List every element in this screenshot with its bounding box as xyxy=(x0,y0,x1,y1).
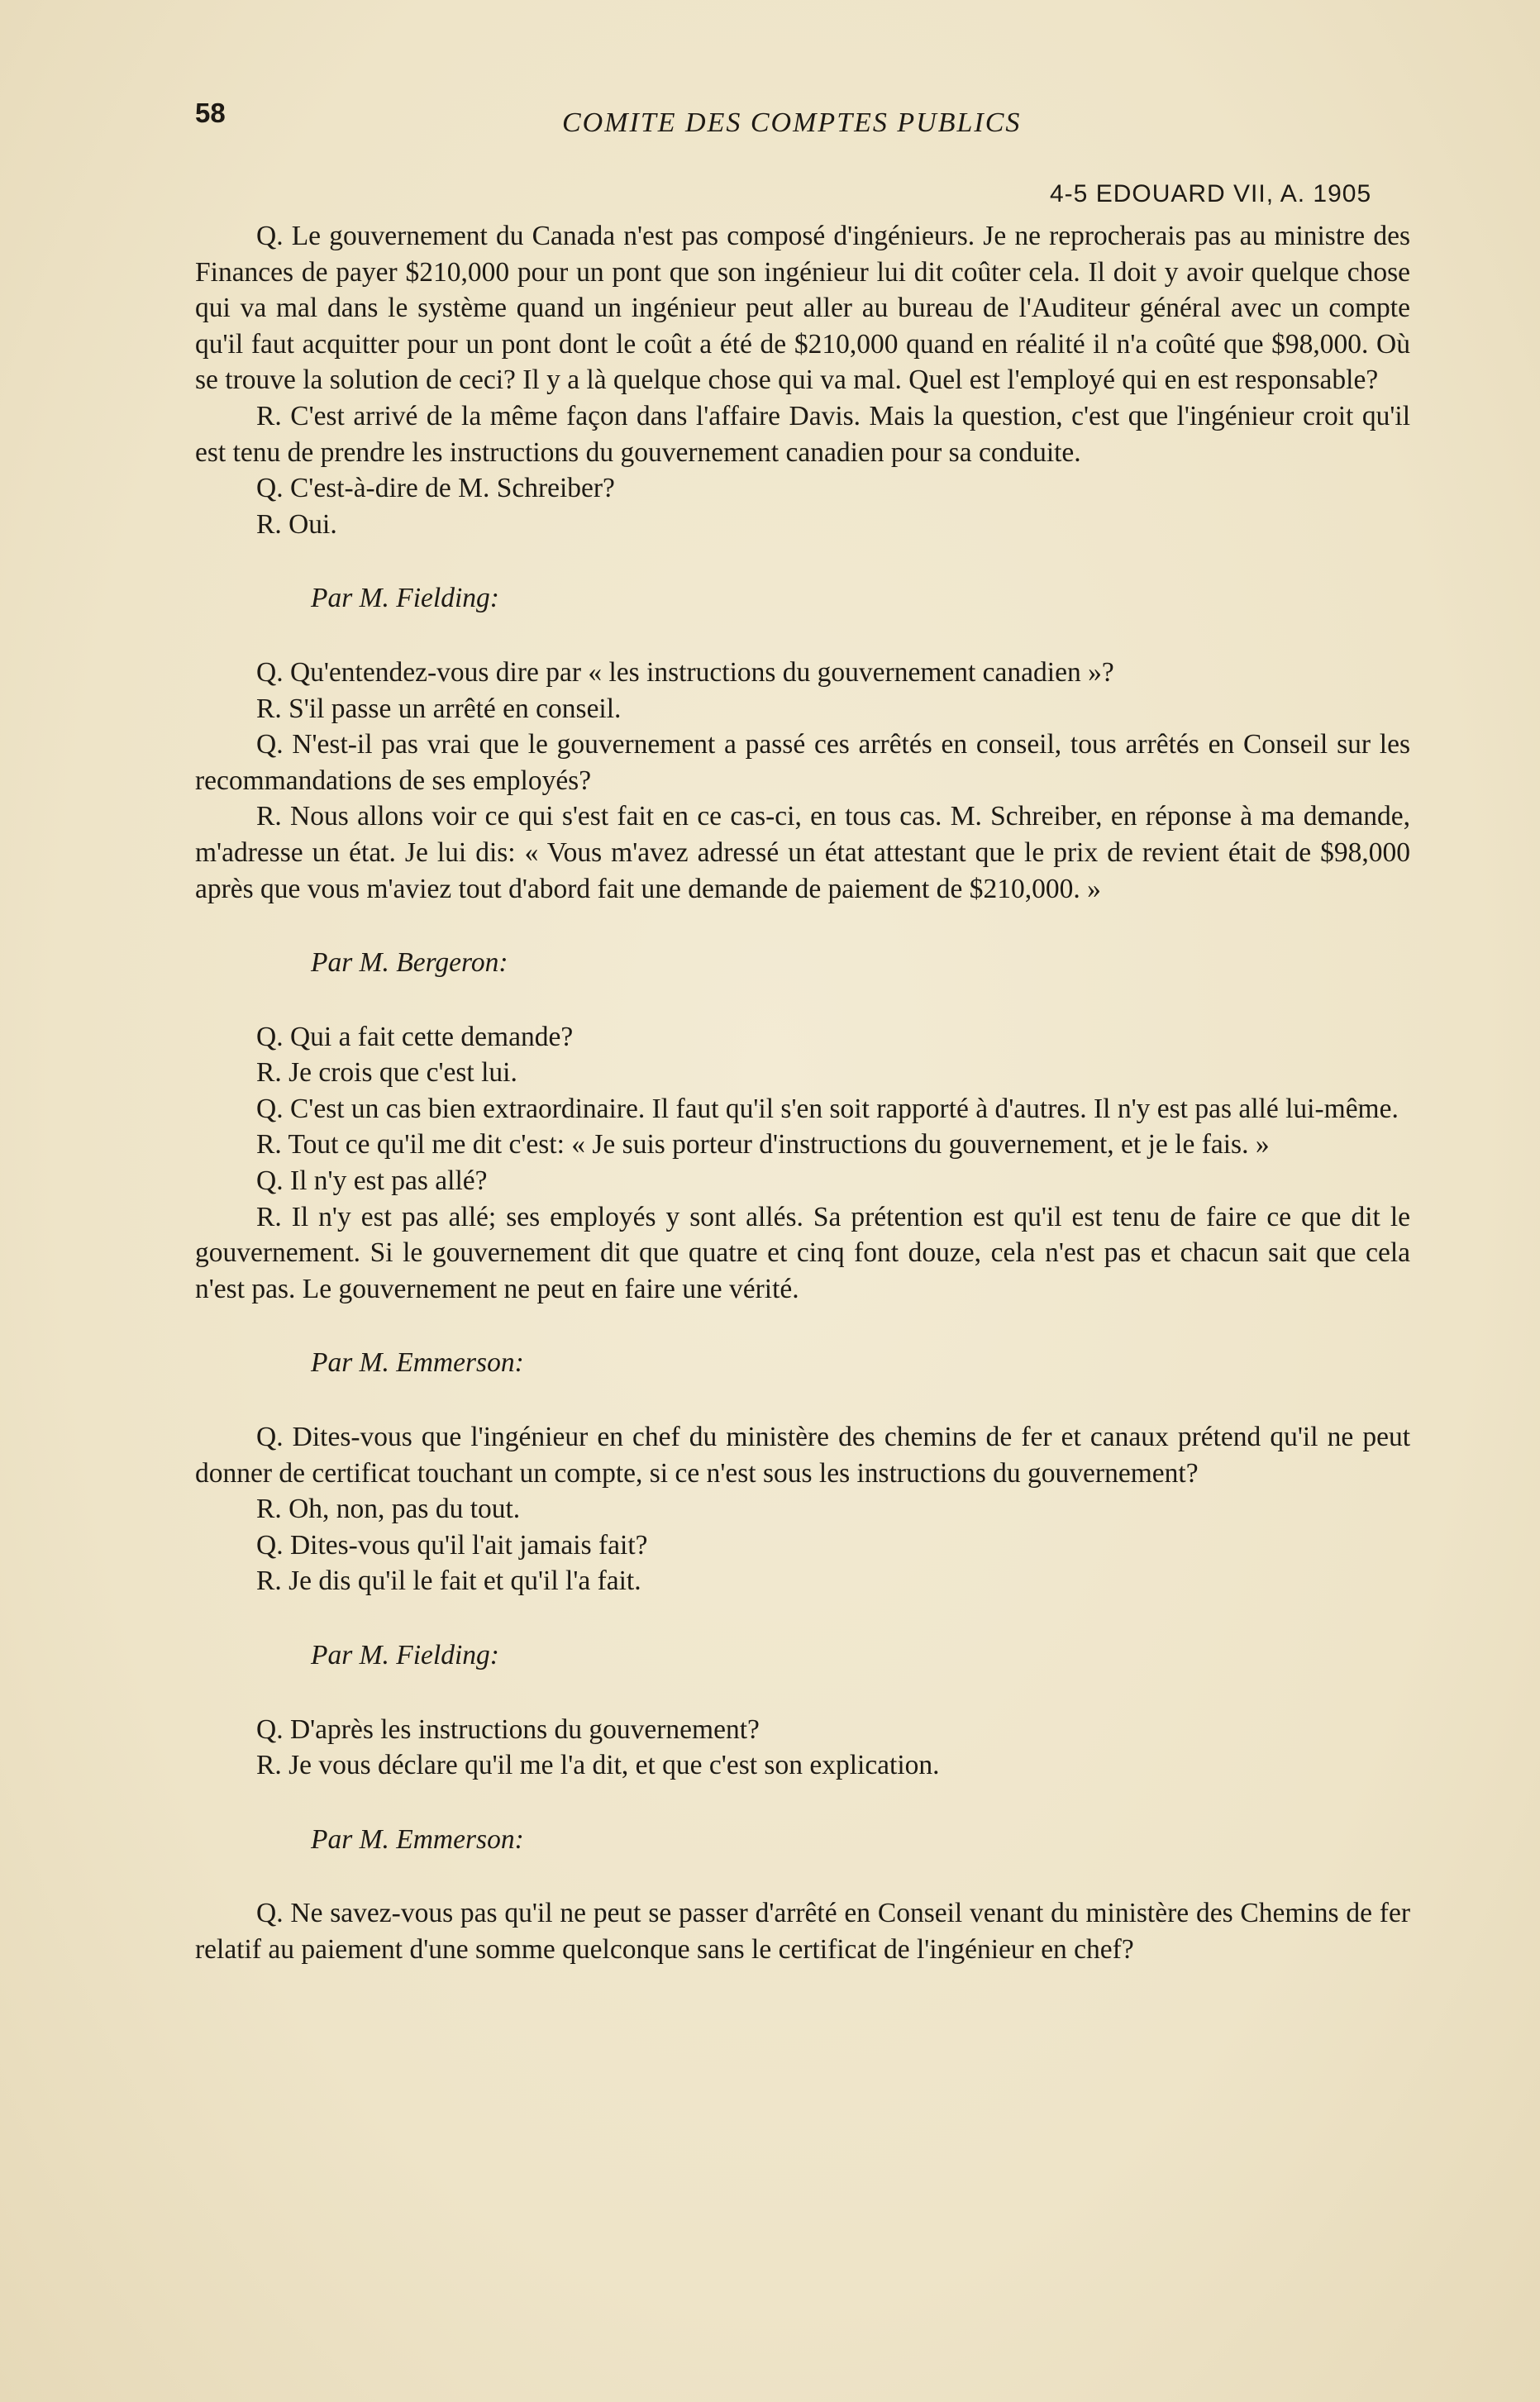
speaker-heading: Par M. Emmerson: xyxy=(311,1823,524,1855)
speaker-heading: Par M. Emmerson: xyxy=(311,1347,524,1379)
paragraph-answer: R. Oui. xyxy=(256,508,337,540)
paragraph-question: Q. Ne savez-vous pas qu'il ne peut se passer d'arrêté en Conseil venant du ministère des Chemins de fer relatif au paiement d'une somme quelconque sans le certificat de l'ingénieur en chef? xyxy=(195,1898,1410,1965)
paragraph-answer: R. C'est arrivé de la même façon dans l'affaire Davis. Mais la question, c'est que l'ingénieur croit qu'il est tenu de prendre les instructions du gouvernement canadien pour sa conduite. xyxy=(195,400,1410,468)
paragraph-question: Q. Dites-vous qu'il l'ait jamais fait? xyxy=(256,1529,648,1561)
paragraph-question: Q. N'est-il pas vrai que le gouvernement a passé ces arrêtés en conseil, tous arrêtés en Conseil sur les recommandations de ses employés? xyxy=(195,729,1410,796)
page-number: 58 xyxy=(195,98,226,128)
paragraph-answer: R. Je dis qu'il le fait et qu'il l'a fait. xyxy=(256,1566,641,1597)
paragraph-answer: R. Tout ce qu'il me dit c'est: « Je suis porteur d'instructions du gouvernement, et je le fais. » xyxy=(256,1129,1270,1160)
paragraph-answer: R. Nous allons voir ce qui s'est fait en ce cas-ci, en tous cas. M. Schreiber, en réponse à ma demande, m'adresse un état. Je lui dis: « Vous m'avez adressé un état attestant que le prix de revient était de $98,000 après que vous m'aviez tout d'abord fait une demande de paiement de $210,000. » xyxy=(195,801,1410,904)
paragraph-question: Q. C'est-à-dire de M. Schreiber? xyxy=(256,473,615,504)
body-text xyxy=(195,218,1410,1968)
speaker-heading: Par M. Bergeron: xyxy=(311,947,508,979)
paragraph-answer: R. Il n'y est pas allé; ses employés y sont allés. Sa prétention est qu'il est tenu de faire ce que dit le gouvernement. Si le gouvernement dit que quatre et cinq font douze, cela n'est pas et chacun sait que cela n'est pas. Le gouvernement ne peut en faire une vérité. xyxy=(195,1201,1410,1304)
paragraph-question: Q. C'est un cas bien extraordinaire. Il faut qu'il s'en soit rapporté à d'autres. Il n'y est pas allé lui-même. xyxy=(256,1093,1399,1124)
paragraph-answer: R. Je crois que c'est lui. xyxy=(256,1057,517,1089)
paragraph-question: Q. Qu'entendez-vous dire par « les instructions du gouvernement canadien »? xyxy=(256,656,1114,688)
paragraph-answer: R. S'il passe un arrêté en conseil. xyxy=(256,693,622,724)
paragraph-question: Q. D'après les instructions du gouvernement? xyxy=(256,1713,760,1745)
paragraph-answer: R. Oh, non, pas du tout. xyxy=(256,1494,521,1525)
running-title: COMITE DES COMPTES PUBLICS xyxy=(562,107,1022,138)
speaker-heading: Par M. Fielding: xyxy=(311,1640,499,1670)
paragraph-question: Q. Le gouvernement du Canada n'est pas composé d'ingénieurs. Je ne reprocherais pas au ministre des Finances de payer $210,000 pour un pont que son ingénieur lui dit coûter cela. Il doit y avoir quelque chose qui va mal dans le système quand un ingénieur peut aller au bureau de l'Auditeur général avec un compte qu'il faut acquitter pour un pont dont le coût a été de $210,000 quand en réalité il n'a coûté que $98,000. Où se trouve la solution de ceci? Il y a là quelque chose qui va mal. Quel est l'employé qui en est responsable? xyxy=(195,221,1410,396)
paragraph-question: Q. Dites-vous que l'ingénieur en chef du ministère des chemins de fer et canaux prétend qu'il ne peut donner de certificat touchant un compte, si ce n'est sous les instructions du gouvernement? xyxy=(195,1422,1410,1489)
paragraph-question: Q. Il n'y est pas allé? xyxy=(256,1165,488,1197)
session-label: 4-5 EDOUARD VII, A. 1905 xyxy=(1050,180,1372,207)
speaker-heading: Par M. Fielding: xyxy=(311,583,499,614)
paragraph-question: Q. Qui a fait cette demande? xyxy=(256,1021,574,1052)
paragraph-answer: R. Je vous déclare qu'il me l'a dit, et que c'est son explication. xyxy=(256,1750,940,1781)
